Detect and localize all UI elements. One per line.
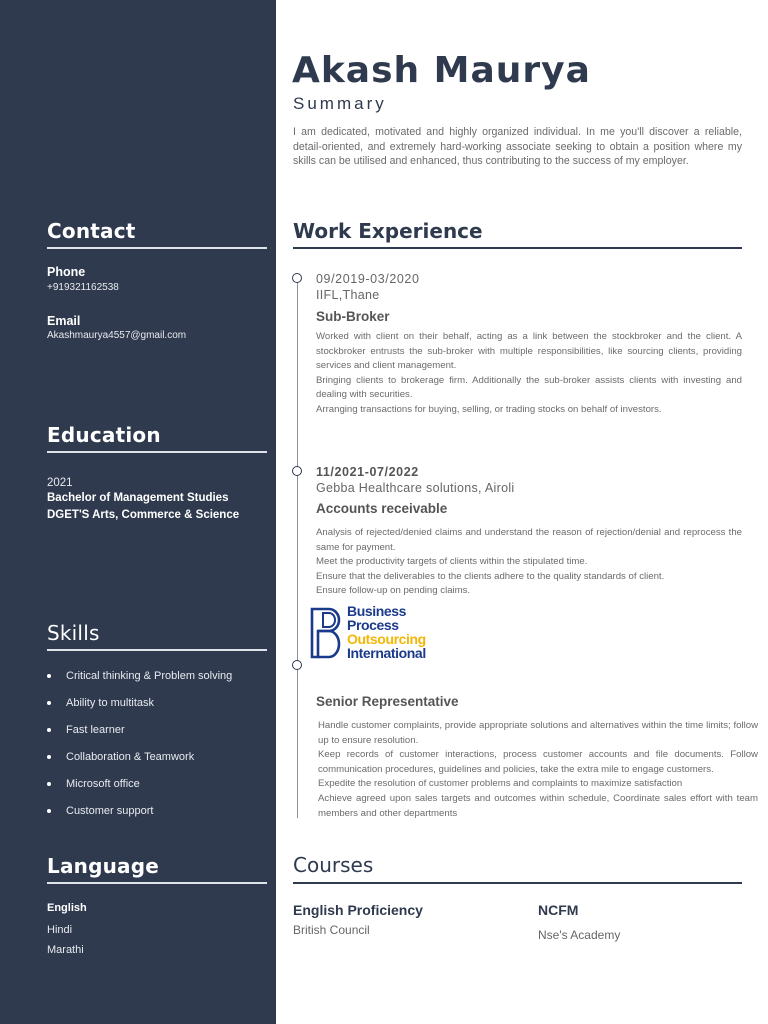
contact-heading: Contact — [47, 219, 136, 243]
summary-heading: Summary — [293, 94, 387, 113]
job-duty: Achieve agreed upon sales targets and outcomes within schedule, Coordinate sales effort with team members and other departments — [318, 792, 758, 819]
skills-heading: Skills — [47, 621, 100, 645]
course-title: NCFM — [538, 902, 579, 918]
timeline-circle-icon — [292, 273, 302, 283]
bullet-dot-icon — [47, 701, 51, 705]
job-duty: Meet the productivity targets of clients within the stipulated time. — [316, 556, 588, 568]
job-duty: Handle customer complaints, provide appropriate solutions and alternatives within the time limits; follow up to ensure resolution. — [318, 720, 758, 746]
timeline-circle-icon — [292, 660, 302, 670]
job-title: Sub-Broker — [316, 309, 390, 324]
job-duty: Expedite the resolution of customer problems and complaints to maximize satisfaction — [318, 778, 683, 790]
bullet-dot-icon — [47, 755, 51, 759]
bullet-dot-icon — [47, 674, 51, 678]
job-title: Senior Representative — [316, 694, 459, 709]
job-duty: Keep records of customer interactions, process customer accounts and file documents. Follow communication procedures, guidelines and policies, take the extra mile to engage customers. — [318, 749, 758, 775]
language-item: Hindi — [47, 924, 73, 936]
course-provider: Nse's Academy — [538, 928, 621, 942]
course-provider: British Council — [293, 923, 370, 937]
timeline-circle-icon — [292, 466, 302, 476]
education-year: 2021 — [47, 477, 73, 489]
job-duty: Arranging transactions for buying, selling, or trading stocks on behalf of investors. — [316, 403, 662, 415]
email-label: Email — [47, 314, 81, 328]
email-value[interactable]: Akashmaurya4557@gmail.com — [47, 330, 187, 341]
job-date: 11/2021-07/2022 — [316, 465, 419, 479]
logo-line: Business — [347, 603, 407, 619]
logo-line: International — [347, 645, 426, 661]
work-experience-divider — [293, 247, 742, 249]
logo-line: Outsourcing — [347, 631, 426, 647]
education-heading: Education — [47, 423, 161, 447]
job-duty: Ensure follow-up on pending claims. — [316, 585, 471, 597]
language-heading: Language — [47, 854, 160, 878]
logo-line: Process — [347, 617, 399, 633]
bullet-dot-icon — [47, 728, 51, 732]
job-title: Accounts receivable — [316, 501, 448, 516]
education-school: DGET'S Arts, Commerce & Science — [47, 509, 240, 521]
summary-text: I am dedicated, motivated and highly organized individual. In me you'll discover a reliable, detail-oriented, and extremely hard-working associate seeking to obtain a position where my skills can be utilised and enhanced, thus contributing to the success of my employer. — [293, 126, 742, 168]
courses-heading: Courses — [293, 853, 374, 877]
job-description — [316, 330, 742, 418]
company-logo — [309, 604, 449, 662]
phone-label: Phone — [47, 265, 86, 279]
job-description — [316, 526, 742, 599]
contact-divider — [47, 247, 267, 249]
education-degree: Bachelor of Management Studies — [47, 492, 229, 504]
job-duty: Ensure that the deliverables to the clients adhere to the quality standards of client. — [316, 570, 665, 582]
language-item: Marathi — [47, 944, 84, 956]
education-divider — [47, 451, 267, 453]
work-experience-heading: Work Experience — [293, 219, 483, 243]
language-divider — [47, 882, 267, 884]
courses-divider — [293, 882, 742, 884]
timeline-line — [297, 278, 298, 818]
phone-value: +919321162538 — [47, 282, 119, 293]
job-company: IIFL,Thane — [316, 288, 380, 302]
job-date: 09/2019-03/2020 — [316, 272, 420, 286]
job-duty: Bringing clients to brokerage firm. Additionally the sub-broker assists clients with investing and dealing with securities. — [316, 374, 742, 401]
language-item: English — [47, 902, 87, 914]
person-name: Akash Maurya — [292, 50, 591, 91]
job-company: Gebba Healthcare solutions, Airoli — [316, 481, 515, 495]
job-duty: Analysis of rejected/denied claims and understand the reason of rejection/denial and reprocess the same for payment. — [316, 527, 742, 553]
course-title: English Proficiency — [293, 902, 423, 918]
sidebar: Contact Phone +919321162538 Email Akashmaurya4557@gmail.com Education 2021 Bachelor of Management Studies DGET'S Arts, Commerce & Science Skills Critical thinking & Problem solving Ability to multitask Fast learner Collaboration & Teamwork Microsoft office Customer support Language English Hindi Marathi — [0, 0, 276, 1024]
bpo-logo-mark-icon — [309, 606, 341, 660]
bullet-dot-icon — [47, 809, 51, 813]
job-description — [318, 719, 758, 821]
job-duty: Worked with client on their behalf, acting as a link between the stockbroker and the client. A stockbroker entrusts the sub-broker with multiple responsibilities, like sourcing clients, providing services and client management. — [316, 331, 742, 372]
skills-divider — [47, 649, 267, 651]
bullet-dot-icon — [47, 782, 51, 786]
